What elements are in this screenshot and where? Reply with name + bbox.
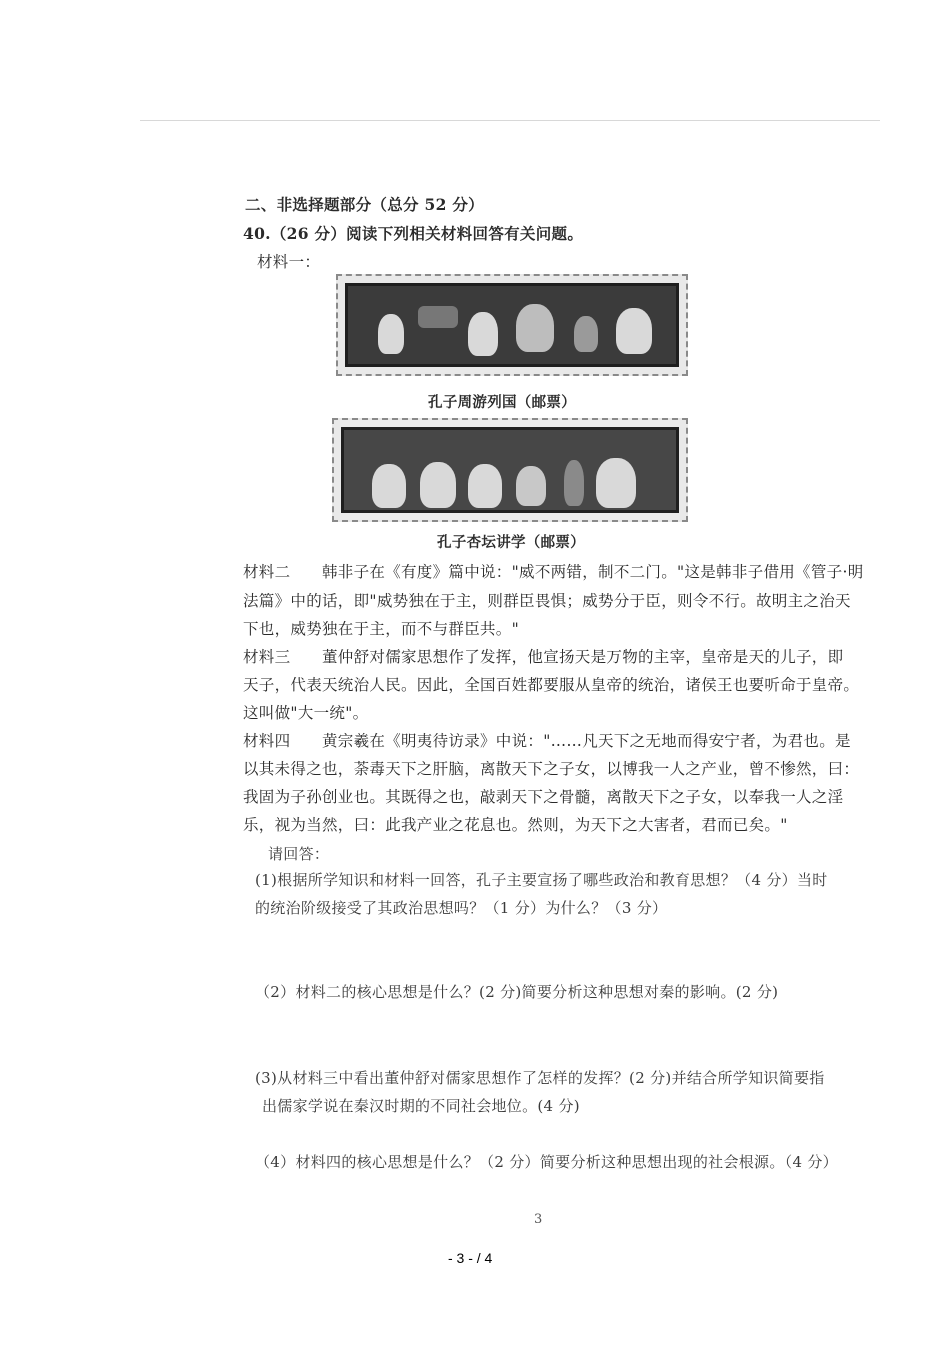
question-3-line: (3)从材料三中看出董仲舒对儒家思想作了怎样的发挥？(2 分)并结合所学知识简要指 xyxy=(255,1069,825,1087)
question-intro: 40.（26 分）阅读下列相关材料回答有关问题。 xyxy=(243,224,584,243)
material2-line: 材料二 韩非子在《有度》篇中说："威不两错，制不二门。"这是韩非子借用《管子·明 xyxy=(243,563,864,581)
material4-line: 以其未得之也，荼毒天下之肝脑，离散天下之子女，以博我一人之产业，曾不惨然，曰： xyxy=(243,760,860,778)
stamp1-caption: 孔子周游列国（邮票） xyxy=(428,394,576,411)
question-1-line: 的统治阶级接受了其政治思想吗？（1 分）为什么？（3 分） xyxy=(255,899,668,917)
page-number: 3 xyxy=(534,1212,543,1227)
material3-line: 天子，代表天统治人民。因此，全国百姓都要服从皇帝的统治，诸侯王也要听命于皇帝。 xyxy=(243,676,860,694)
question-3-line: 出儒家学说在秦汉时期的不同社会地位。(4 分) xyxy=(262,1097,580,1115)
section-title: 二、非选择题部分（总分 52 分） xyxy=(245,195,484,214)
material2-line: 法篇》中的话，即"威势独在于主，则群臣畏惧；威势分于臣，则令不行。故明主之治天 xyxy=(243,592,851,610)
material2-line: 下也，威势独在于主，而不与群臣共。" xyxy=(243,620,520,638)
material4-line: 材料四 黄宗羲在《明夷待访录》中说："……凡天下之无地而得安宁者，为君也。是 xyxy=(243,732,851,750)
page-footer: - 3 - / 4 xyxy=(448,1250,493,1266)
material4-line: 乐，视为当然，曰：此我产业之花息也。然则，为天下之大害者，君而已矣。" xyxy=(243,816,788,834)
material4-line: 我固为子孙创业也。其既得之也，敲剥天下之骨髓，离散天下之子女，以奉我一人之淫 xyxy=(243,788,844,806)
question-2-line: （2）材料二的核心思想是什么？(2 分)简要分析这种思想对秦的影响。(2 分) xyxy=(255,983,779,1001)
answer-prompt: 请回答： xyxy=(268,845,330,863)
material1-label: 材料一： xyxy=(257,253,321,271)
question-1-line: (1)根据所学知识和材料一回答，孔子主要宣扬了哪些政治和教育思想？（4 分）当时 xyxy=(255,871,828,889)
question-4-line: （4）材料四的核心思想是什么？（2 分）简要分析这种思想出现的社会根源。（4 分） xyxy=(255,1153,838,1171)
material3-line: 材料三 董仲舒对儒家思想作了发挥，他宣扬天是万物的主宰，皇帝是天的儿子，即 xyxy=(243,648,844,666)
stamp-confucius-teaching-image xyxy=(332,418,688,522)
material3-line: 这叫做"大一统"。 xyxy=(243,704,369,722)
stamp2-caption: 孔子杏坛讲学（邮票） xyxy=(437,534,585,551)
stamp-confucius-travels-image xyxy=(336,274,688,376)
